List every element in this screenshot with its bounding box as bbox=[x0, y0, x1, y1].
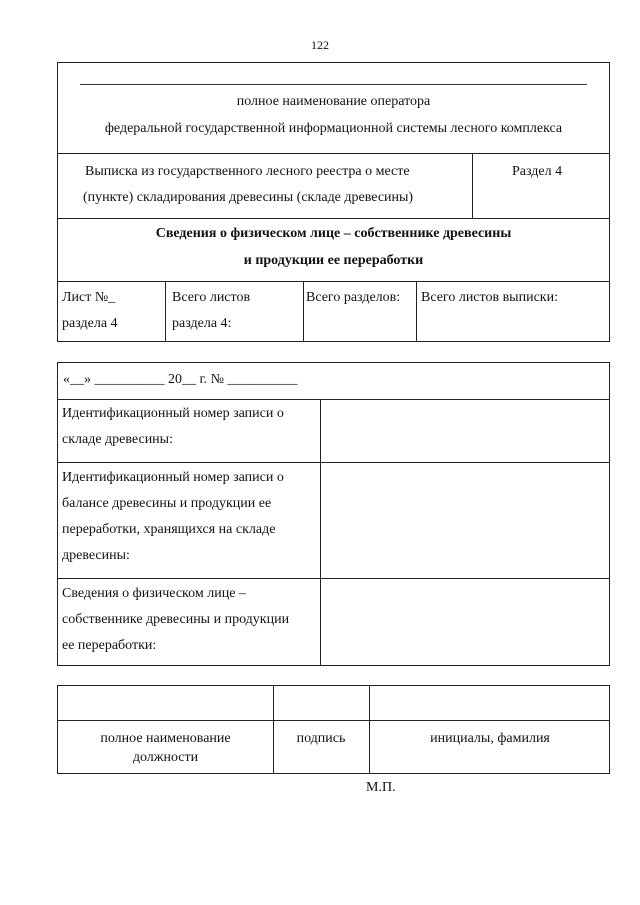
divider bbox=[58, 462, 609, 463]
total-sheets-line2: раздела 4: bbox=[172, 316, 232, 331]
row-storage-id-label-line2: складе древесины: bbox=[62, 432, 173, 447]
operator-name-rule bbox=[80, 84, 587, 85]
divider bbox=[58, 153, 609, 154]
record-date-number-line: «__» __________ 20__ г. № __________ bbox=[63, 372, 298, 387]
divider bbox=[472, 153, 473, 218]
record-table bbox=[57, 362, 610, 666]
signature-table bbox=[57, 685, 610, 774]
divider bbox=[165, 281, 166, 341]
row-balance-id-label-line1: Идентификационный номер записи о bbox=[62, 470, 284, 485]
section-title-line1: Сведения о физическом лице – собственнике древесины bbox=[155, 226, 512, 241]
row-balance-id-label-line4: древесины: bbox=[62, 548, 130, 563]
position-caption-line1: полное наименование bbox=[100, 731, 231, 746]
extract-title-line1: Выписка из государственного лесного реестра о месте bbox=[85, 164, 410, 179]
divider bbox=[58, 578, 609, 579]
name-caption: инициалы, фамилия bbox=[430, 731, 550, 746]
row-owner-info-label-line1: Сведения о физическом лице – bbox=[62, 586, 246, 601]
divider bbox=[320, 399, 321, 665]
row-storage-id-label-line1: Идентификационный номер записи о bbox=[62, 406, 284, 421]
signature-caption: подпись bbox=[296, 731, 346, 746]
stamp-label: М.П. bbox=[366, 780, 396, 795]
total-sections: Всего разделов: bbox=[306, 290, 401, 305]
sheet-no-line2: раздела 4 bbox=[62, 316, 118, 331]
page-number: 122 bbox=[311, 38, 329, 52]
extract-title-line2: (пункте) складирования древесины (складе древесины) bbox=[83, 190, 414, 205]
total-sheets-line1: Всего листов bbox=[172, 290, 251, 305]
operator-caption-line2: федеральной государственной информационной системы лесного комплекса bbox=[104, 121, 563, 136]
divider bbox=[58, 399, 609, 400]
section-label: Раздел 4 bbox=[512, 164, 563, 179]
extract-header-table bbox=[57, 62, 610, 342]
row-balance-id-label-line2: балансе древесины и продукции ее bbox=[62, 496, 272, 511]
divider bbox=[416, 281, 417, 341]
divider bbox=[58, 218, 609, 219]
row-balance-id-label-line3: переработки, хранящихся на складе bbox=[62, 522, 276, 537]
divider bbox=[58, 281, 609, 282]
section-title-line2: и продукции ее переработки bbox=[243, 253, 424, 268]
position-caption-line2: должности bbox=[132, 750, 199, 765]
row-owner-info-label-line3: ее переработки: bbox=[62, 638, 157, 653]
divider bbox=[303, 281, 304, 341]
operator-caption-line1: полное наименование оператора bbox=[236, 94, 431, 109]
sheet-no-line1: Лист №_ bbox=[62, 290, 116, 305]
row-owner-info-label-line2: собственнике древесины и продукции bbox=[62, 612, 290, 627]
divider bbox=[58, 720, 609, 721]
total-extract-sheets: Всего листов выписки: bbox=[421, 290, 558, 305]
